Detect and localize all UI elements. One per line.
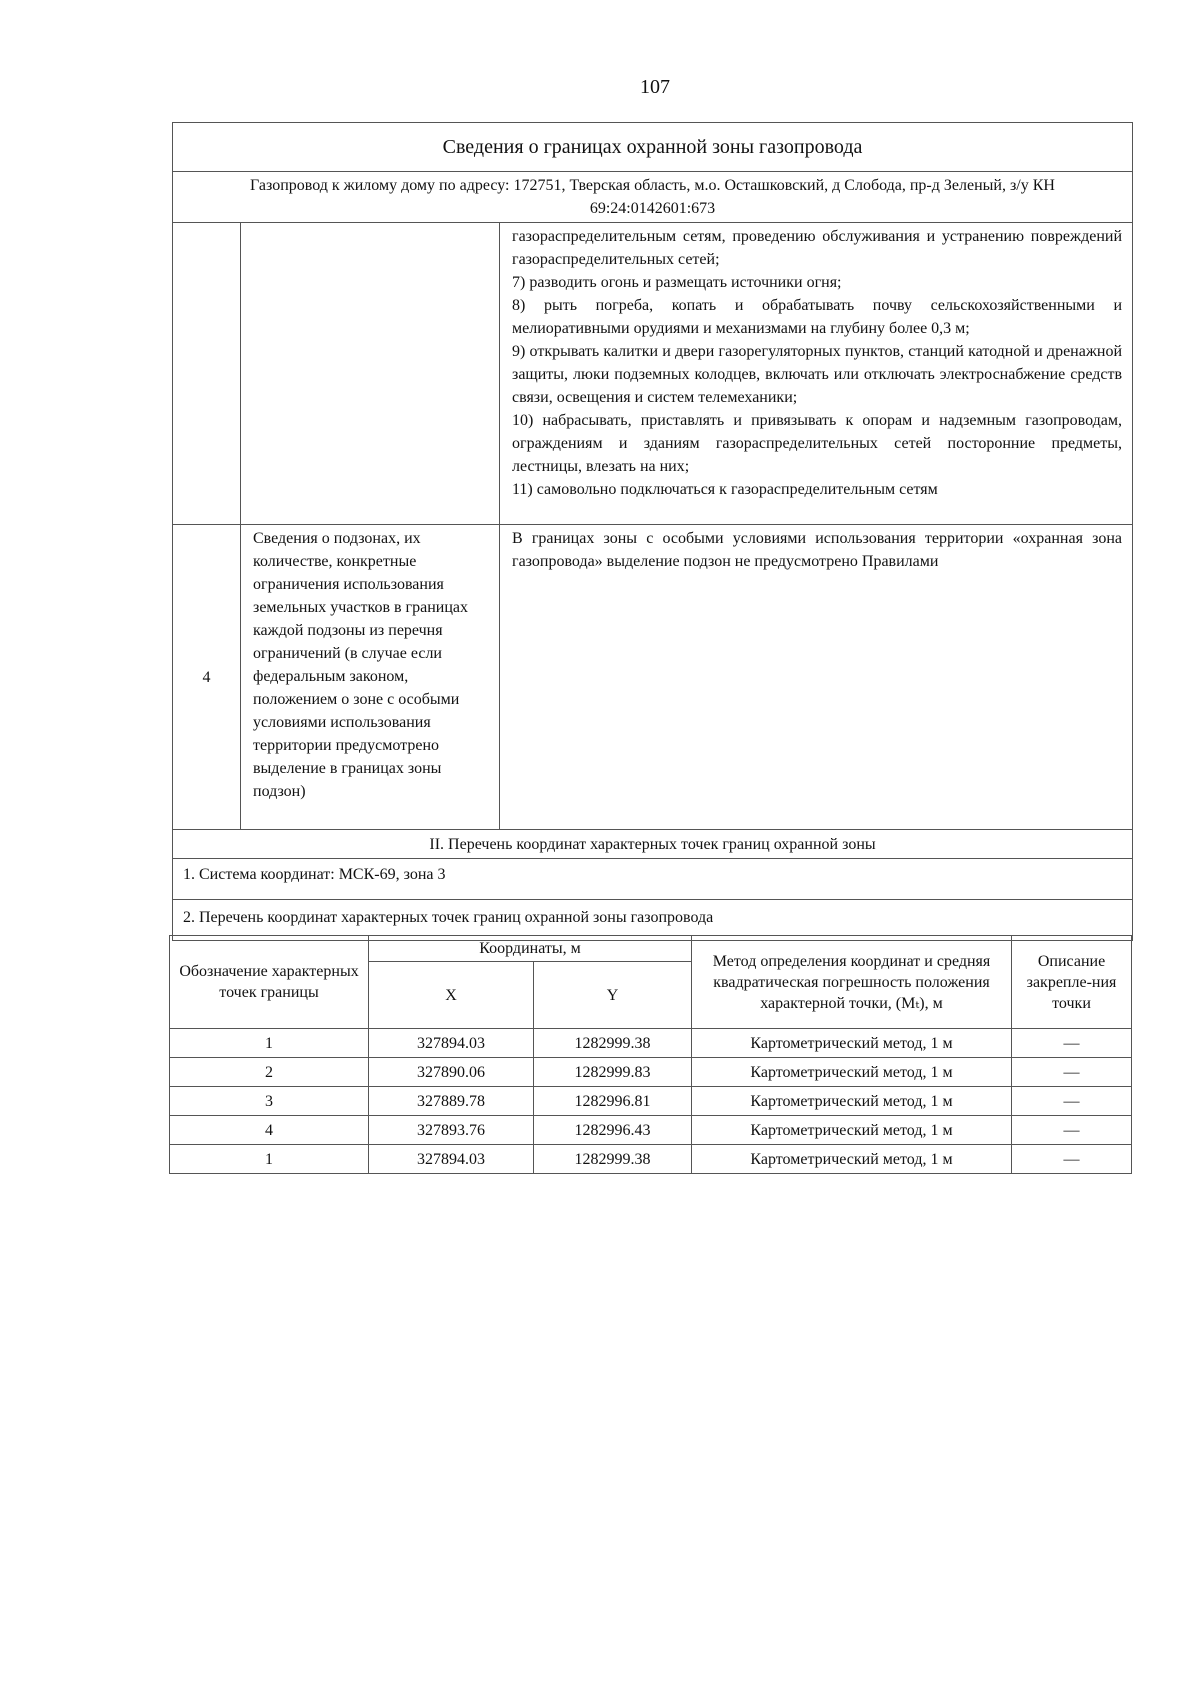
table-row	[170, 1087, 1132, 1116]
section-title: II. Перечень координат характерных точек границ охранной зоны	[173, 830, 1133, 859]
cell-point: 1	[170, 1145, 369, 1174]
cell-description: —	[1012, 1116, 1132, 1145]
coordinate-system: 1. Система координат: МСК-69, зона 3	[173, 859, 1133, 900]
content-line: 7) разводить огонь и размещать источники огня;	[512, 274, 842, 291]
header-point: Обозначение характерных точек границы	[170, 936, 369, 1029]
header-method: Метод определения координат и средняя квадратическая погрешность положения характерной точки, (Mₜ), м	[692, 936, 1012, 1029]
cell-description: —	[1012, 1058, 1132, 1087]
page-number: 107	[640, 76, 670, 98]
cell-y: 1282996.43	[534, 1116, 692, 1145]
coordinates-list-title: 2. Перечень координат характерных точек границ охранной зоны газопровода	[173, 900, 1133, 941]
cell-x: 327889.78	[369, 1087, 534, 1116]
cell-description: —	[1012, 1145, 1132, 1174]
header-y: Y	[534, 962, 692, 1029]
content-line: газораспределительным сетям, проведению обслуживания и устранению повреждений газораспределительных сетей;	[512, 228, 1123, 268]
object-description: Газопровод к жилому дому по адресу: 172751, Тверская область, м.о. Осташковский, д Слобода, пр-д Зеленый, з/у КН 69:24:0142601:673	[173, 172, 1133, 223]
table-row	[170, 1116, 1132, 1145]
content-line: В границах зоны с особыми условиями использования территории «охранная зона газопровода» выделение подзон не предусмотрено Правилами	[512, 530, 1123, 570]
content-line: 9) открывать калитки и двери газорегуляторных пунктов, станций катодной и дренажной защиты, люки подземных колодцев, включать или отключать электроснабжение средств связи, освещения и систем телемеханики;	[512, 343, 1123, 406]
row-label: Сведения о подзонах, их количестве, конкретные ограничения использования земельных участков в границах каждой подзоны из перечня ограничений (в случае если федеральным законом, положением о зоне с особыми условиями использования территории предусмотрено выделение в границах зоны подзон)	[241, 525, 500, 830]
cell-point: 4	[170, 1116, 369, 1145]
zone-info-table	[172, 122, 1133, 941]
cell-description: —	[1012, 1087, 1132, 1116]
cell-x: 327894.03	[369, 1145, 534, 1174]
document-title: Сведения о границах охранной зоны газопровода	[173, 123, 1133, 172]
row-label	[241, 223, 500, 525]
cell-y: 1282999.38	[534, 1145, 692, 1174]
row-number	[173, 223, 241, 525]
row-content	[500, 525, 1133, 830]
cell-x: 327894.03	[369, 1029, 534, 1058]
cell-point: 1	[170, 1029, 369, 1058]
cell-method: Картометрический метод, 1 м	[692, 1058, 1012, 1087]
cell-x: 327890.06	[369, 1058, 534, 1087]
content-line: 8) рыть погреба, копать и обрабатывать почву сельскохозяйственными и мелиоративными орудиями и механизмами на глубину более 0,3 м;	[512, 297, 1123, 337]
cell-method: Картометрический метод, 1 м	[692, 1029, 1012, 1058]
row-number: 4	[173, 525, 241, 830]
header-description: Описание закрепле-ния точки	[1012, 936, 1132, 1029]
header-coordinates: Координаты, м	[369, 936, 692, 962]
table-row	[173, 525, 1133, 830]
table-row	[170, 1029, 1132, 1058]
cell-y: 1282996.81	[534, 1087, 692, 1116]
header-x: X	[369, 962, 534, 1029]
coordinates-table	[169, 935, 1132, 1174]
cell-method: Картометрический метод, 1 м	[692, 1116, 1012, 1145]
table-row	[170, 1145, 1132, 1174]
cell-x: 327893.76	[369, 1116, 534, 1145]
cell-method: Картометрический метод, 1 м	[692, 1145, 1012, 1174]
cell-point: 3	[170, 1087, 369, 1116]
cell-description: —	[1012, 1029, 1132, 1058]
cell-y: 1282999.38	[534, 1029, 692, 1058]
row-content	[500, 223, 1133, 525]
table-row	[170, 1058, 1132, 1087]
cell-method: Картометрический метод, 1 м	[692, 1087, 1012, 1116]
cell-y: 1282999.83	[534, 1058, 692, 1087]
cell-point: 2	[170, 1058, 369, 1087]
content-line: 11) самовольно подключаться к газораспределительным сетям	[512, 481, 938, 498]
table-row	[173, 223, 1133, 525]
content-line: 10) набрасывать, приставлять и привязывать к опорам и надземным газопроводам, ограждениям и зданиям газораспределительных сетей посторонние предметы, лестницы, влезать на них;	[512, 412, 1123, 475]
